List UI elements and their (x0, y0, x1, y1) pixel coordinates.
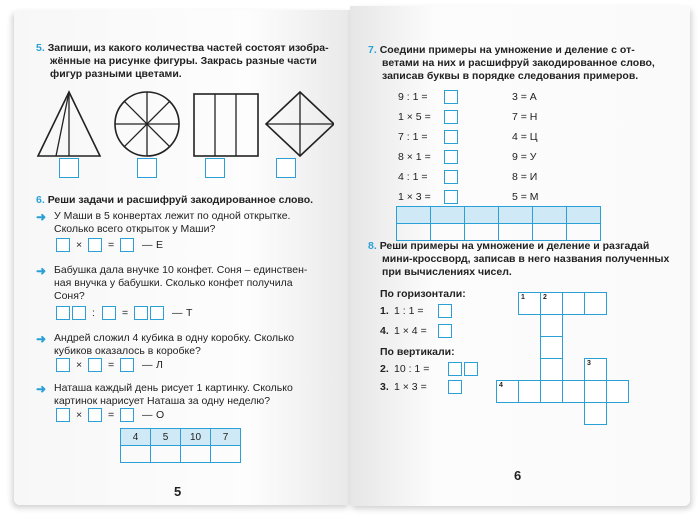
answer-box-triangle[interactable] (59, 158, 79, 178)
task8-text (368, 240, 678, 279)
triangle-icon (38, 92, 100, 156)
horizontal-label: По горизонтали: (380, 288, 466, 300)
right-page (350, 6, 690, 506)
example-answer: 5 = М (512, 191, 539, 203)
task6-title (36, 194, 336, 207)
problem2-letter: Т (186, 307, 193, 319)
code-table (120, 428, 241, 463)
task5-number: 5. (36, 42, 45, 54)
example-expr: 8 × 1 = (398, 151, 431, 163)
strip-cell[interactable] (567, 207, 601, 224)
crossword-cell[interactable] (518, 292, 541, 315)
crossword-cell[interactable] (562, 380, 585, 403)
example-answer: 8 = И (512, 171, 538, 183)
clue-number: 1. (380, 305, 389, 317)
strip-cell[interactable] (465, 224, 499, 241)
crossword-cell[interactable] (584, 292, 607, 315)
clue-answer-box[interactable] (438, 324, 452, 338)
answer-box-diamond[interactable] (276, 158, 296, 178)
code-answer-cell[interactable] (211, 446, 241, 463)
arrow-icon: ➜ (36, 332, 47, 346)
problem2-dash: — (172, 307, 183, 319)
crossword-cell[interactable] (518, 380, 541, 403)
problem3-box-a[interactable] (56, 358, 70, 372)
problem2-line1: Бабушка дала внучке 10 конфет. Соня – единствен- (54, 264, 308, 276)
crossword-cell[interactable] (540, 292, 563, 315)
page-number-left: 5 (174, 484, 182, 499)
strip-cell[interactable] (397, 207, 431, 224)
task7-text (368, 44, 678, 83)
task8-line3: при вычислениях чисел. (382, 266, 512, 278)
arrow-icon: ➜ (36, 382, 47, 396)
problem1-box-c[interactable] (120, 238, 134, 252)
code-answer-cell[interactable] (181, 446, 211, 463)
task7-line2: ветами на них и расшифруй закодированное слово, (382, 57, 655, 69)
task5-line2: жённые на рисунке фигуры. Закрась разные части (50, 55, 317, 67)
problem3-op: × (76, 359, 83, 371)
example-answer-box[interactable] (444, 190, 458, 204)
problem3-dash: — (142, 359, 153, 371)
code-answer-cell[interactable] (151, 446, 181, 463)
crossword-cell[interactable] (562, 292, 585, 315)
clue-number: 3. (380, 381, 389, 393)
crossword-cell[interactable] (584, 380, 607, 403)
crossword-clue-number: 2 (543, 294, 547, 301)
problem4-op: × (76, 409, 83, 421)
example-expr: 1 × 5 = (398, 111, 431, 123)
crossword-cell[interactable] (496, 380, 519, 403)
problem4-text (54, 382, 344, 408)
problem2-box-c1[interactable] (134, 306, 148, 320)
task5-text (36, 42, 336, 81)
problem3-letter: Л (156, 359, 163, 371)
problem4-box-c[interactable] (120, 408, 134, 422)
clue-answer-box[interactable] (448, 380, 462, 394)
problem3-line1: Андрей сложил 4 кубика в одну коробку. Сколько (54, 332, 295, 344)
task5-line1: Запиши, из какого количества частей состоят изобра- (47, 42, 329, 54)
task8-number: 8. (368, 240, 377, 252)
task8-line1: Реши примеры на умножение и деление и разгадай (379, 240, 650, 252)
example-answer: 4 = Ц (512, 131, 538, 143)
problem3-box-b[interactable] (88, 358, 102, 372)
crossword-cell[interactable] (540, 380, 563, 403)
crossword-clue-number: 1 (521, 294, 525, 301)
clue-expr: 1 × 3 = (394, 381, 427, 393)
crossword-cell[interactable] (584, 402, 607, 425)
arrow-icon: ➜ (36, 210, 47, 224)
task7-number: 7. (368, 44, 377, 56)
problem3-box-c[interactable] (120, 358, 134, 372)
crossword-cell[interactable] (606, 380, 629, 403)
problem4-letter: О (156, 409, 165, 421)
strip-cell[interactable] (499, 207, 533, 224)
problem2-box-b[interactable] (102, 306, 116, 320)
task7-answer-strip (396, 206, 601, 241)
code-cell: 5 (151, 429, 181, 446)
problem2-eq: = (122, 307, 129, 319)
arrow-icon: ➜ (36, 264, 47, 278)
strip-cell[interactable] (465, 207, 499, 224)
vertical-label: По вертикали: (380, 346, 455, 358)
example-answer-box[interactable] (444, 90, 458, 104)
crossword-cell[interactable] (540, 314, 563, 337)
task7-line3: записав буквы в порядке следования примеров. (382, 70, 639, 82)
problem1-text (54, 210, 344, 236)
problem1-op: × (76, 239, 83, 251)
example-answer: 7 = Н (512, 111, 538, 123)
problem1-letter: Е (156, 239, 164, 251)
example-expr: 7 : 1 = (398, 131, 428, 143)
circle-sectors-icon (115, 92, 179, 156)
clue-expr: 10 : 1 = (394, 363, 430, 375)
crossword-cell[interactable] (540, 358, 563, 381)
clue-expr: 1 : 1 = (394, 305, 424, 317)
problem1-box-a[interactable] (56, 238, 70, 252)
example-expr: 4 : 1 = (398, 171, 428, 183)
clue-answer-box[interactable] (464, 362, 478, 376)
problem3-text (54, 332, 344, 358)
example-expr: 1 × 3 = (398, 191, 431, 203)
example-answer-box[interactable] (444, 130, 458, 144)
strip-cell[interactable] (397, 224, 431, 241)
clue-answer-box[interactable] (448, 362, 462, 376)
code-cell: 10 (181, 429, 211, 446)
problem2-box-a2[interactable] (72, 306, 86, 320)
answer-box-rectangle[interactable] (205, 158, 225, 178)
code-answer-cell[interactable] (121, 446, 151, 463)
example-answer: 3 = А (512, 91, 537, 103)
answer-box-circle[interactable] (137, 158, 157, 178)
problem2-text (54, 264, 344, 303)
left-page (14, 10, 350, 505)
example-answer: 9 = У (512, 151, 537, 163)
problem4-box-b[interactable] (88, 408, 102, 422)
strip-cell[interactable] (533, 207, 567, 224)
example-answer-box[interactable] (444, 170, 458, 184)
clue-answer-box[interactable] (438, 304, 452, 318)
problem2-line2: ная внучка у бабушки. Сколько конфет получила (54, 277, 293, 289)
strip-cell[interactable] (533, 224, 567, 241)
code-cell: 7 (211, 429, 241, 446)
problem1-eq: = (108, 239, 115, 251)
crossword-cell[interactable] (540, 336, 563, 359)
task5-shapes (34, 88, 334, 160)
problem4-line2: картинок нарисует Наташа за одну неделю? (54, 395, 271, 407)
example-expr: 9 : 1 = (398, 91, 428, 103)
problem3-eq: = (108, 359, 115, 371)
strip-cell[interactable] (431, 207, 465, 224)
rectangle-strips-icon (194, 94, 258, 156)
crossword-cell[interactable] (584, 358, 607, 381)
problem4-dash: — (142, 409, 153, 421)
strip-cell[interactable] (567, 224, 601, 241)
task5-line3: фигур разными цветами. (50, 68, 182, 80)
problem2-op: : (92, 307, 95, 319)
problem4-line1: Наташа каждый день рисует 1 картинку. Сколько (54, 382, 293, 394)
problem1-line1: У Маши в 5 конвертах лежит по одной открытке. (54, 210, 291, 222)
strip-cell[interactable] (431, 224, 465, 241)
clue-expr: 1 × 4 = (394, 325, 427, 337)
problem1-line2: Сколько всего открыток у Маши? (54, 223, 216, 235)
clue-number: 2. (380, 363, 389, 375)
example-answer-box[interactable] (444, 150, 458, 164)
strip-cell[interactable] (499, 224, 533, 241)
problem2-box-a1[interactable] (56, 306, 70, 320)
problem1-box-b[interactable] (88, 238, 102, 252)
page-number-right: 6 (514, 468, 522, 483)
problem2-line3: Соня? (54, 290, 85, 302)
example-answer-box[interactable] (444, 110, 458, 124)
problem1-dash: — (142, 239, 153, 251)
task7-line1: Соедини примеры на умножение и деление с от- (379, 44, 635, 56)
problem2-box-c2[interactable] (150, 306, 164, 320)
code-cell: 4 (121, 429, 151, 446)
clue-number: 4. (380, 325, 389, 337)
task6-number: 6. (36, 194, 45, 206)
task6-title-text: Реши задачи и расшифруй закодированное слово. (47, 194, 314, 206)
problem4-box-a[interactable] (56, 408, 70, 422)
diamond-icon (266, 92, 334, 156)
problem4-eq: = (108, 409, 115, 421)
crossword-clue-number: 4 (499, 382, 503, 389)
problem3-line2: кубиков оказалось в коробке? (54, 345, 201, 357)
crossword-clue-number: 3 (587, 360, 591, 367)
task8-line2: мини-кроссворд, записав в него названия полученных (382, 253, 670, 265)
